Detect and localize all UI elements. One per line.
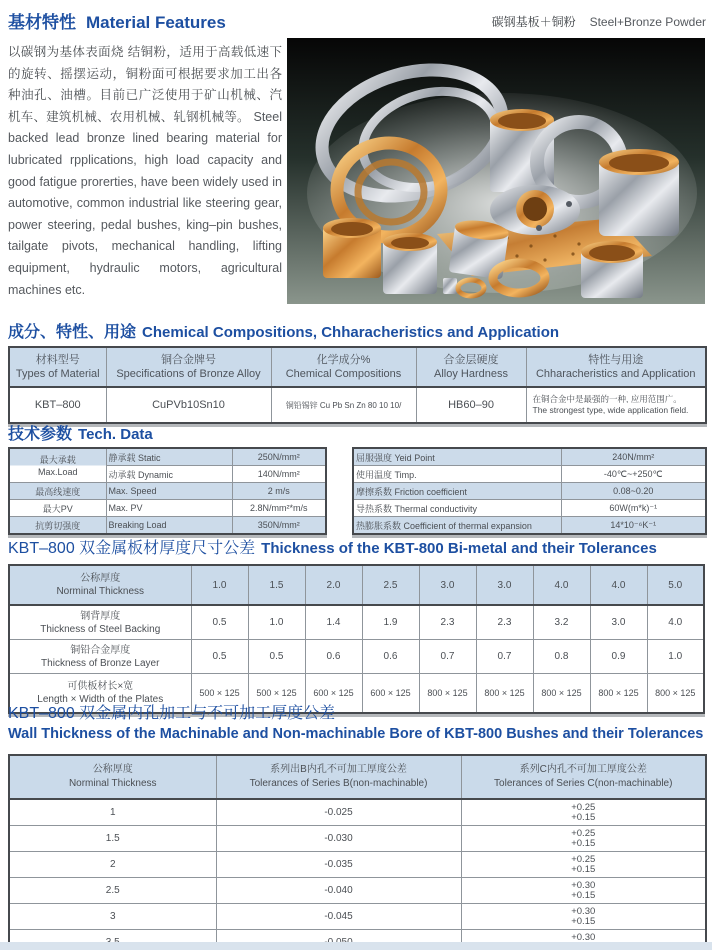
cell-breaking-label: Breaking Load (106, 517, 232, 535)
cell-material: KBT–800 (9, 387, 106, 423)
bronze-layer-value: 0.7 (419, 640, 476, 674)
section-tech-heading-zh: 技术参数 (8, 426, 73, 443)
section-thickness-heading-zh: KBT–800 双金属板材厚度尺寸公差 (8, 540, 256, 557)
bore-row (9, 826, 706, 852)
tech-left-row-static (9, 448, 326, 466)
bronze-layer-value: 0.6 (305, 640, 362, 674)
section-composition-heading (8, 319, 559, 342)
plate-size-value: 500 × 125 (248, 674, 305, 714)
bore-series-b: -0.025 (216, 799, 461, 826)
steel-backing-value: 0.5 (191, 605, 248, 640)
cell-speed-value: 2 m/s (232, 483, 326, 500)
bronze-layer-value: 0.9 (590, 640, 647, 674)
bore-nominal: 3 (9, 904, 216, 930)
cell-friction-value: 0.08~0.20 (561, 483, 706, 500)
col-series-b: 系列出B内孔不可加工厚度公差 Tolerances of Series B(non-machinable) (216, 755, 461, 799)
nominal-value: 3.0 (419, 565, 476, 605)
bronze-layer-value: 0.6 (362, 640, 419, 674)
bore-series-c: +0.30 +0.15 (461, 878, 706, 904)
section-bore-heading-zh: KBT–800 双金属内孔加工与不可加工厚度公差 (8, 705, 336, 722)
cell-steel-backing-label: 钢背厚度 Thickness of Steel Backing (9, 605, 191, 640)
bronze-layer-row (9, 640, 704, 674)
section-tech-heading-en: Tech. Data (78, 426, 153, 443)
nominal-value: 4.0 (533, 565, 590, 605)
bore-row (9, 878, 706, 904)
page-title-en: Material Features (86, 13, 226, 32)
tech-table-left (8, 447, 327, 535)
bore-row (9, 799, 706, 826)
cell-dynamic-label: 动承载 Dynamic (106, 466, 232, 483)
cell-pv-zh: 最大PV (9, 500, 106, 517)
plate-size-value: 800 × 125 (533, 674, 590, 714)
plate-size-value: 600 × 125 (305, 674, 362, 714)
bronze-layer-value: 1.0 (647, 640, 704, 674)
plate-size-value: 600 × 125 (362, 674, 419, 714)
thickness-header-row (9, 565, 704, 605)
nominal-value: 5.0 (647, 565, 704, 605)
nominal-value: 2.5 (362, 565, 419, 605)
cell-speed-label: Max. Speed (106, 483, 232, 500)
subtitle-en: Steel+Bronze Powder (589, 15, 706, 29)
composition-table-header (9, 347, 706, 387)
col-alloy-hardness: 合金层硬度 Alloy Hardness (416, 347, 526, 387)
nominal-value: 1.5 (248, 565, 305, 605)
col-bronze-alloy: 铜合金牌号 Specifications of Bronze Alloy (106, 347, 271, 387)
intro-paragraph (8, 42, 282, 301)
section-tech-heading (8, 421, 153, 444)
section-thickness-heading-en: Thickness of the KBT-800 Bi-metal and their Tolerances (261, 540, 657, 557)
cell-dynamic-value: 140N/mm² (232, 466, 326, 483)
cell-breaking-zh: 抗剪切强度 (9, 517, 106, 535)
nominal-value: 3.0 (476, 565, 533, 605)
steel-backing-value: 3.0 (590, 605, 647, 640)
cell-static-label: 静承载 Static (106, 448, 232, 466)
cell-breaking-value: 350N/mm² (232, 517, 326, 535)
cell-hardness: HB60–90 (416, 387, 526, 423)
cell-expansion-label: 热膨胀系数 Coefficient of thermal expansion (353, 517, 561, 535)
bore-row (9, 852, 706, 878)
tech-right-row-temp (353, 466, 706, 483)
section-bore-heading (8, 703, 703, 745)
steel-backing-value: 3.2 (533, 605, 590, 640)
bore-series-c: +0.25 +0.15 (461, 826, 706, 852)
bronze-layer-value: 0.7 (476, 640, 533, 674)
tech-right-row-friction (353, 483, 706, 500)
cell-static-value: 250N/mm² (232, 448, 326, 466)
tech-right-row-yield (353, 448, 706, 466)
thickness-table (8, 564, 705, 714)
cell-bronze-layer-label: 铜铅合金厚度 Thickness of Bronze Layer (9, 640, 191, 674)
steel-backing-row (9, 605, 704, 640)
cell-alloy: CuPVb10Sn10 (106, 387, 271, 423)
plate-size-value: 800 × 125 (476, 674, 533, 714)
steel-backing-value: 2.3 (476, 605, 533, 640)
cell-speed-zh: 最高线速度 (9, 483, 106, 500)
tech-left-row-pv (9, 500, 326, 517)
bore-series-b: -0.040 (216, 878, 461, 904)
bore-series-b: -0.035 (216, 852, 461, 878)
section-composition-heading-en: Chemical Compositions, Chharacheristics and Application (142, 324, 560, 341)
page-title-zh: 基材特性 (8, 13, 76, 32)
plate-size-value: 800 × 125 (647, 674, 704, 714)
cell-pv-value: 2.8N/mm²*m/s (232, 500, 326, 517)
cell-pv-label: Max. PV (106, 500, 232, 517)
bore-tolerance-table (8, 754, 707, 950)
cell-max-load-group: 最大承载 Max.Load (9, 448, 106, 483)
plate-size-value: 500 × 125 (191, 674, 248, 714)
cell-conductivity-label: 导热系数 Thermal conductivity (353, 500, 561, 517)
tech-right-row-expansion (353, 517, 706, 535)
steel-backing-value: 1.0 (248, 605, 305, 640)
steel-backing-value: 1.4 (305, 605, 362, 640)
bore-nominal: 1 (9, 799, 216, 826)
bore-series-c: +0.30 +0.15 (461, 904, 706, 930)
steel-backing-value: 4.0 (647, 605, 704, 640)
bore-nominal: 2 (9, 852, 216, 878)
tech-table-right (352, 447, 707, 535)
cell-temp-label: 使用温度 Timp. (353, 466, 561, 483)
composition-table (8, 346, 707, 424)
bore-header-row (9, 755, 706, 799)
bore-row (9, 904, 706, 930)
section-composition-heading-zh: 成分、特性、用途 (8, 324, 137, 341)
section-bore-heading-en: Wall Thickness of the Machinable and Non-machinable Bore of KBT-800 Bushes and their Tolerances (8, 726, 704, 742)
subtitle-zh: 碳钢基板＋铜粉 (491, 15, 576, 29)
cell-yield-label: 屈服强度 Yeid Point (353, 448, 561, 466)
col-characteristics: 特性与用途 Chharacheristics and Application (526, 347, 706, 387)
cell-application: 在铜合金中是最强的一种, 应用范围广。 The strongest type, wide application field. (526, 387, 706, 423)
plate-size-value: 800 × 125 (590, 674, 647, 714)
bore-series-b: -0.030 (216, 826, 461, 852)
bore-series-c: +0.25 +0.15 (461, 799, 706, 826)
tech-left-row-breaking (9, 517, 326, 535)
intro-paragraph-en: Steel backed lead bronze lined bearing material for lubricated rpplications, high load capacity and good fatigue prorerties, have been widely used in automotive, common industrial like steering gear, power steering, pedal bushes, king–pin bushes, tailgate pivots, mechanical handling, lifting equipment, hydraulic motors, agricultural machines etc. (8, 109, 282, 297)
bore-nominal: 1.5 (9, 826, 216, 852)
cell-nominal-label: 公称厚度 Norminal Thickness (9, 565, 191, 605)
col-types-of-material: 材料型号 Types of Material (9, 347, 106, 387)
tech-left-row-speed (9, 483, 326, 500)
nominal-value: 1.0 (191, 565, 248, 605)
page-bottom-strip (0, 942, 712, 950)
cell-composition: 铜铅锡锌 Cu Pb Sn Zn 80 10 10/ (271, 387, 416, 423)
page-subtitle (492, 13, 706, 30)
col-chemical-compositions: 化学成分% Chemical Compositions (271, 347, 416, 387)
bushings-photo-illustration (287, 38, 705, 304)
section-thickness-heading (8, 535, 657, 558)
steel-backing-value: 2.3 (419, 605, 476, 640)
col-series-c: 系列C内孔不可加工厚度公差 Tolerances of Series C(non-machinable) (461, 755, 706, 799)
page-title (8, 8, 226, 33)
plate-size-value: 800 × 125 (419, 674, 476, 714)
product-photo (287, 38, 705, 304)
intro-paragraph-zh: 以碳钢为基体表面烧 结铜粉，适用于高载低速下的旋转、摇摆运动，铜粉面可根据要求加工出各种油孔、油槽。目前已广泛使用于矿山机械、汽机车、建筑机械、农用机械、轧钢机械等。 (8, 45, 282, 124)
tech-right-row-conductivity (353, 500, 706, 517)
cell-friction-label: 摩擦系数 Friction coefficient (353, 483, 561, 500)
cell-temp-value: -40℃~+250℃ (561, 466, 706, 483)
nominal-value: 4.0 (590, 565, 647, 605)
cell-plate-size-label: 可供板材长×宽 Length × Width of the Plates (9, 674, 191, 714)
cell-conductivity-value: 60W(m*k)⁻¹ (561, 500, 706, 517)
bore-nominal: 2.5 (9, 878, 216, 904)
steel-backing-value: 1.9 (362, 605, 419, 640)
bore-series-c: +0.25 +0.15 (461, 852, 706, 878)
bronze-layer-value: 0.5 (191, 640, 248, 674)
cell-yield-value: 240N/mm² (561, 448, 706, 466)
cell-expansion-value: 14*10⁻⁶K⁻¹ (561, 517, 706, 535)
bore-series-c: +0.30 (461, 930, 706, 950)
col-bore-nominal: 公称厚度 Norminal Thickness (9, 755, 216, 799)
nominal-value: 2.0 (305, 565, 362, 605)
bore-series-b: -0.045 (216, 904, 461, 930)
bronze-layer-value: 0.5 (248, 640, 305, 674)
bronze-layer-value: 0.8 (533, 640, 590, 674)
composition-table-row (9, 387, 706, 423)
